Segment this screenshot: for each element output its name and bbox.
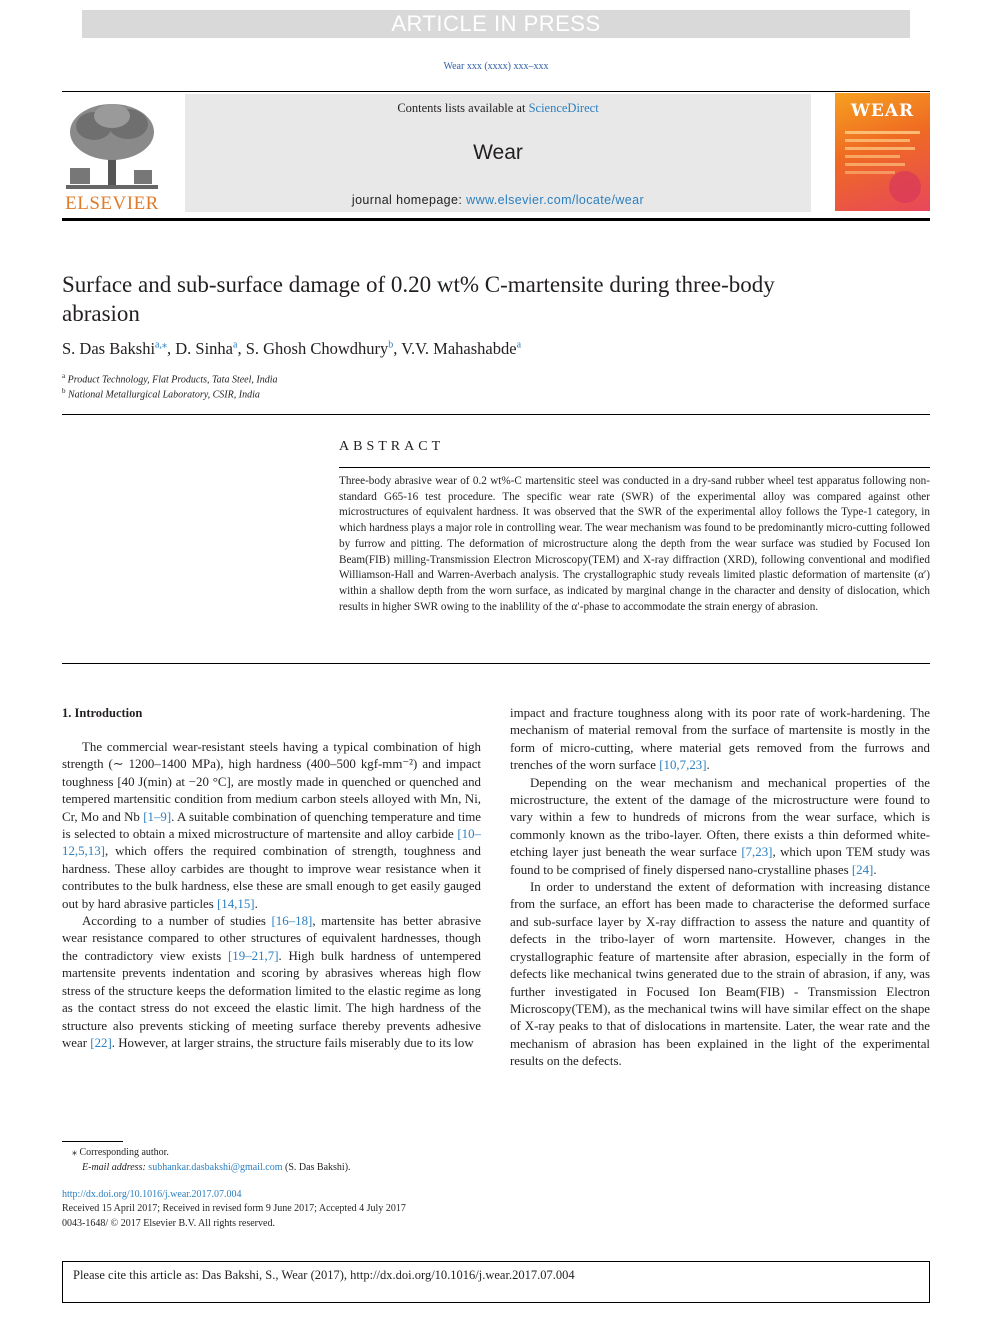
journal-cover-image[interactable] [835, 93, 930, 211]
body-text: . [706, 758, 710, 773]
body-text: impact and fracture toughness along with its poor rate of work-hardening. The mechanism of material removal from the surface of martensite is mostly in the form of micro-cutting, where material gets removed from the furrows and trenches of the worn surface [510, 706, 930, 773]
citation-link[interactable]: [19–21,7] [228, 948, 279, 963]
journal-reference[interactable]: Wear xxx (xxxx) xxx–xxx [443, 61, 549, 72]
body-text: . High bulk hardness of untempered martensite prevents indentation and scoring by abrasives whereas high flow stress of the structure keeps the deformation limited to the elastic regime as long as the contact stress do not exceed the elastic limit. The high hardness of the structure also prevents sticking of meeting surface thereby prevents adhesive wear [62, 948, 482, 1050]
author-affiliation-mark[interactable]: b [388, 339, 394, 351]
abstract-heading: ABSTRACT [339, 439, 445, 454]
body-text: . A suitable combination of quenching temperature and time is selected to obtain a mixed microstructure of martensite and alloy carbide [62, 809, 482, 842]
header-rule-top [62, 91, 930, 92]
abstract-text: Three-body abrasive wear of 0.2 wt%-C martensitic steel was conducted in a dry-sand rubber wheel test apparatus following non-standard G65-16 test procedure. The specific wear rate (SWR) of the experimental alloy was compared against other microstructures of equivalent hardness. It was observed that the SWR of the experimental alloy follows the Type-1 category, in which hardness plays a major role in controlling wear. The wear mechanism was found to be predominantly micro-cutting followed by furrow and pitting. The deformation of microstructure along the depth from the wear surface was studied by Focused Ion Beam(FIB) milling-Transmission Electron Microscopy(TEM) and X-ray diffraction (XRD), following conventional and modified Williamson-Hall and Warren-Averbach analysis. The crystallographic study reveals limited plastic deformation of martensite (α′) within a shallow depth from the worn surface, as indicated by marginal change in the character and density of dislocation, which results in higher SWR owing to the inablility of the α′-phase to accommodate the strain energy of abrasion. [339, 475, 930, 613]
body-column-right [510, 705, 930, 1071]
citation-link[interactable]: [22] [90, 1035, 112, 1050]
journal-name: Wear [473, 141, 523, 164]
divider-rule [62, 414, 930, 415]
body-text: . [254, 896, 258, 911]
corresponding-author-note: ⁎ Corresponding author. [72, 1147, 169, 1158]
elsevier-wordmark: ELSEVIER [65, 193, 159, 214]
body-paragraph [510, 705, 930, 775]
body-text: The commercial wear-resistant steels having a typical combination of high strength (∼ 1200–1400 MPa), high hardness (400–500 kgf-mm⁻²) and impact toughness [40 J(min) at −20 °C], are mostly made in quenched or quenched and tempered martensitic condition from medium carbon steels alloyed with Mn, Ni, Cr, Mo and Nb [62, 740, 481, 824]
citation-link[interactable]: [7,23] [741, 845, 773, 860]
body-paragraph [510, 775, 930, 879]
body-text: In order to understand the extent of deformation with increasing distance from the surface, an effort has been made to characterise the deformed surface and sub-surface layer by X-ray diffraction to assess the nature and quantity of defects in the tribo-layer of worn martensite. However, changes in the crystallographic feature of martensite after abrasion, especially in the form of defects like mechanical twins generated due to the strain of abrasion, if any, was further investigated in Focused Ion Beam(FIB) - Transmission Electron Microscopy(TEM), as the mechanical twins will have similar effect on the shape of X-ray peaks to that of dislocations in martensite. Later, the wear rate and the mechanism of abrasion has been explained in the light of the experimental results on the defects. [510, 880, 930, 1069]
body-text: Depending on the wear mechanism and mechanical properties of the microstructure, the extent of the damage of the microstructure were found to vary within a few to hundreds of microns from the wear surface, which is commonly known as the tribo-layer. Often, there exists a thin deformed white-etching layer just beneath the wear surface [510, 775, 930, 860]
citation-link[interactable]: [1–9] [143, 809, 172, 824]
citation-text: Please cite this article as: Das Bakshi, S., Wear (2017), http://dx.doi.org/10.1016/j.wear.2017.07.004 [73, 1268, 575, 1282]
doi-link[interactable]: http://dx.doi.org/10.1016/j.wear.2017.07.004 [62, 1189, 242, 1200]
footnote-rule [62, 1141, 123, 1142]
section-heading-introduction: 1. Introduction [62, 706, 143, 720]
author-name[interactable]: D. Sinha [175, 339, 233, 358]
body-text: , which offers the required combination of strength, toughness and hardness. These alloy carbides are thought to improve wear resistance when it contributes to the bulk hardness, else these are small enough to get easily gauged out by hard abrasive particles [62, 844, 481, 911]
body-text: , martensite has better abrasive wear resistance compared to other structures of equivalent hardnesses, though the contradictory view exists [62, 914, 481, 963]
body-text: , which upon TEM study was found to be comprised of finely dispersed nano-crystalline phases [510, 845, 930, 877]
issn-copyright: 0043-1648/ © 2017 Elsevier B.V. All rights reserved. [62, 1218, 275, 1229]
body-paragraph [62, 913, 481, 1052]
sciencedirect-link[interactable]: ScienceDirect [528, 101, 599, 115]
body-paragraph [510, 879, 930, 1070]
author-affiliation-mark[interactable]: a [516, 339, 522, 351]
author-name[interactable]: S. Das Bakshi [62, 339, 156, 358]
email-note: E-mail address: subhankar.dasbakshi@gmail.com (S. Das Bakshi). [82, 1162, 351, 1173]
email-link[interactable]: subhankar.dasbakshi@gmail.com [148, 1162, 283, 1173]
body-text: . [873, 862, 877, 877]
header-rule-bottom [62, 218, 930, 221]
citation-link[interactable]: [10–12,5,13] [62, 827, 481, 859]
article-title: Surface and sub-surface damage of 0.20 wt% C-martensite during three-body abrasion [62, 272, 775, 326]
citation-link[interactable]: [10,7,23] [659, 758, 707, 773]
abstract-bottom-rule [62, 663, 930, 664]
abstract-rule [339, 467, 930, 468]
citation-link[interactable]: [16–18] [271, 914, 313, 929]
affiliation-b: $^b$ National Metallurgical Laboratory, CSIR, India [62, 387, 260, 401]
body-text: . However, at larger strains, the structure fails miserably due to its low [111, 1035, 474, 1050]
author-name[interactable]: V.V. Mahashabde [401, 339, 517, 358]
author-list: S. Das Bakshi$^{a,⁎}$, D. Sinha$^a$, S. Ghosh Chowdhury$^b$, V.V. Mahashabde$^a$ [62, 339, 522, 358]
author-affiliation-mark[interactable]: a,⁎ [155, 339, 167, 351]
contents-available-line: Contents lists available at ScienceDirect [397, 101, 599, 115]
body-paragraph [62, 739, 481, 913]
body-text: According to a number of studies [82, 914, 272, 929]
received-dates: Received 15 April 2017; Received in revised form 9 June 2017; Accepted 4 July 2017 [62, 1203, 406, 1214]
cover-title: WEAR [850, 101, 915, 121]
article-in-press-banner: ARTICLE IN PRESS [82, 10, 910, 38]
body-column-left [62, 739, 481, 1052]
affiliation-a: $^a$ Product Technology, Flat Products, Tata Steel, India [62, 372, 278, 386]
citation-link[interactable]: [24] [851, 862, 874, 877]
author-name[interactable]: S. Ghosh Chowdhury [245, 339, 389, 358]
citation-link[interactable]: [14,15] [217, 896, 255, 911]
author-affiliation-mark[interactable]: a [233, 339, 238, 351]
journal-homepage-link[interactable]: www.elsevier.com/locate/wear [466, 193, 645, 207]
journal-homepage-line: journal homepage: www.elsevier.com/locate/wear [351, 193, 645, 207]
